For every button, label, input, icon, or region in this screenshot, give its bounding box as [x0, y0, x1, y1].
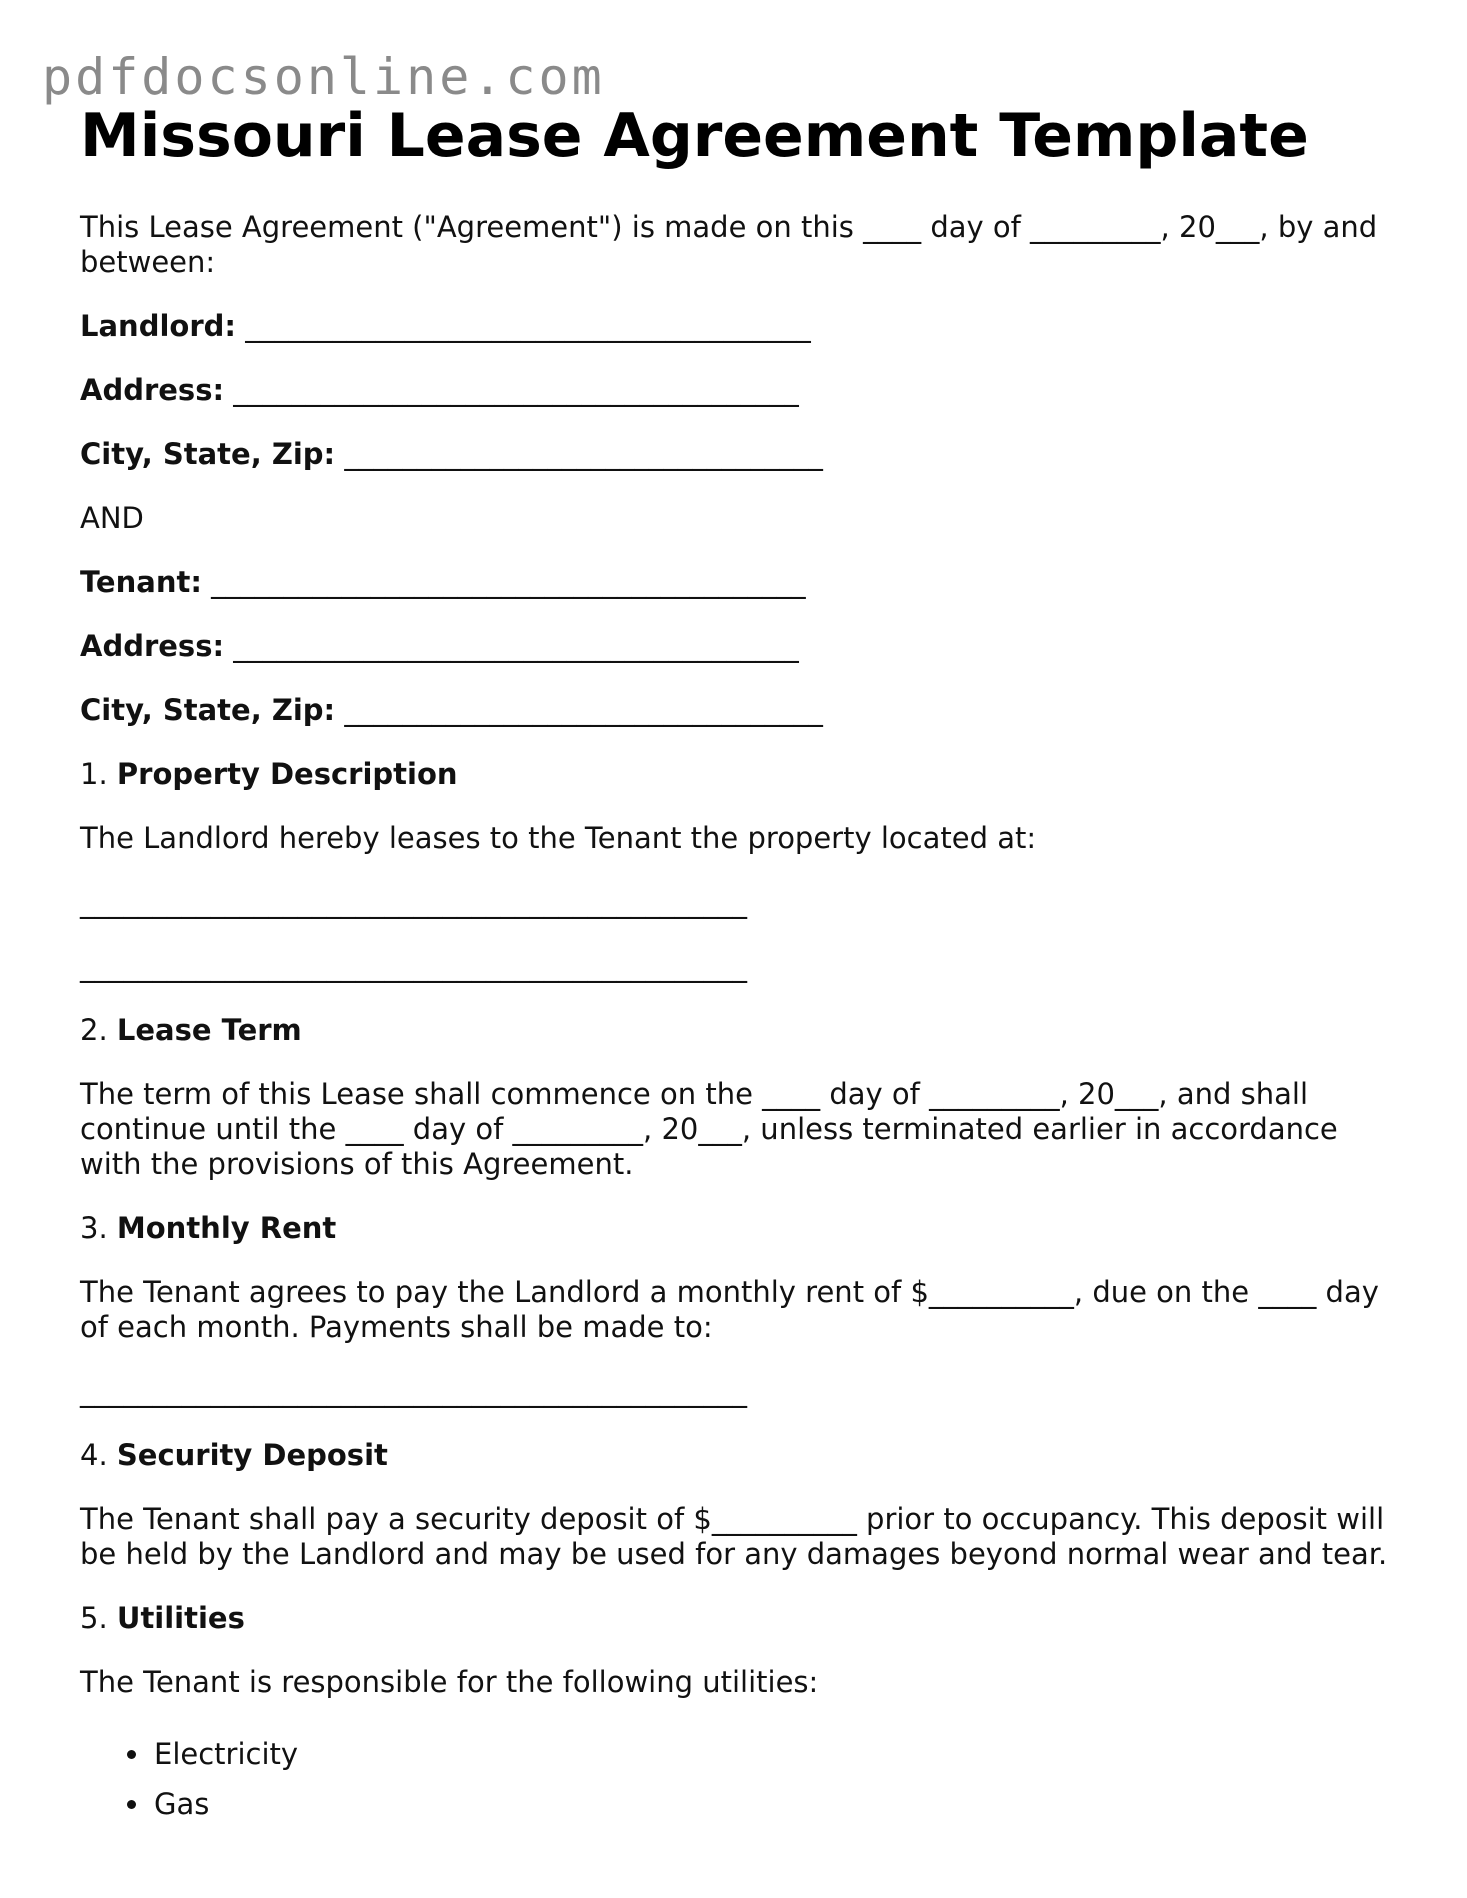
- list-item: • Electricity: [152, 1729, 1400, 1779]
- landlord-city-field: [80, 437, 1400, 472]
- section-number: 5.: [80, 1601, 108, 1635]
- section-title: Utilities: [116, 1601, 245, 1635]
- utilities-list: [80, 1729, 1400, 1829]
- property-body: The Landlord hereby leases to the Tenant the property located at:: [80, 821, 1037, 855]
- landlord-address-label: Address:: [80, 373, 225, 407]
- section-heading-term: [80, 1013, 1400, 1048]
- property-blank-line-2: ______________________________________________: [80, 949, 747, 983]
- and-separator: AND: [80, 501, 144, 535]
- tenant-city-label: City, State, Zip:: [80, 693, 336, 727]
- section-number: 1.: [80, 757, 108, 791]
- tenant-address-blank: _______________________________________: [233, 629, 799, 663]
- section-heading-property: [80, 757, 1400, 792]
- tenant-city-blank: _________________________________: [344, 693, 823, 727]
- section-number: 4.: [80, 1438, 108, 1472]
- landlord-address-blank: _______________________________________: [233, 373, 799, 407]
- rent-body: The Tenant agrees to pay the Landlord a monthly rent of $__________, due on the ____ day of each month. Payments shall be made to:: [80, 1275, 1379, 1344]
- tenant-name-blank: _________________________________________: [211, 565, 806, 599]
- landlord-name-label: Landlord:: [80, 309, 236, 343]
- section-title: Property Description: [116, 757, 458, 791]
- section-heading-deposit: [80, 1438, 1400, 1473]
- section-title: Security Deposit: [116, 1438, 388, 1472]
- document-page: [80, 100, 1400, 1829]
- section-number: 3.: [80, 1211, 108, 1245]
- property-blank-line-1: ______________________________________________: [80, 885, 747, 919]
- section-title: Monthly Rent: [116, 1211, 337, 1245]
- landlord-city-blank: _________________________________: [344, 437, 823, 471]
- section-title: Lease Term: [116, 1013, 302, 1047]
- section-heading-rent: [80, 1211, 1400, 1246]
- tenant-address-field: [80, 629, 1400, 664]
- tenant-name-label: Tenant:: [80, 565, 202, 599]
- landlord-name-blank: _______________________________________: [245, 309, 811, 343]
- landlord-city-label: City, State, Zip:: [80, 437, 336, 471]
- tenant-city-field: [80, 693, 1400, 728]
- term-body: The term of this Lease shall commence on the ____ day of _________, 20___, and shall continue until the ____ day of _________, 20___, unless terminated earlier in accordance with the provisions of this Agreement.: [80, 1077, 1338, 1181]
- document-title: Missouri Lease Agreement Template: [80, 101, 1309, 171]
- intro-paragraph: This Lease Agreement ("Agreement") is made on this ____ day of _________, 20___, by and between:: [80, 210, 1378, 279]
- section-number: 2.: [80, 1013, 108, 1047]
- rent-payee-blank-line: ______________________________________________: [80, 1374, 747, 1408]
- tenant-address-label: Address:: [80, 629, 225, 663]
- tenant-name-field: [80, 565, 1400, 600]
- watermark: pdfdocsonline.com: [42, 48, 605, 106]
- landlord-address-field: [80, 373, 1400, 408]
- list-item: • Gas: [152, 1779, 1400, 1829]
- utilities-body: The Tenant is responsible for the following utilities:: [80, 1665, 819, 1699]
- deposit-body: The Tenant shall pay a security deposit of $__________ prior to occupancy. This deposit will be held by the Landlord and may be used for any damages beyond normal wear and tear.: [80, 1502, 1388, 1571]
- section-heading-utilities: [80, 1601, 1400, 1636]
- landlord-name-field: [80, 309, 1400, 344]
